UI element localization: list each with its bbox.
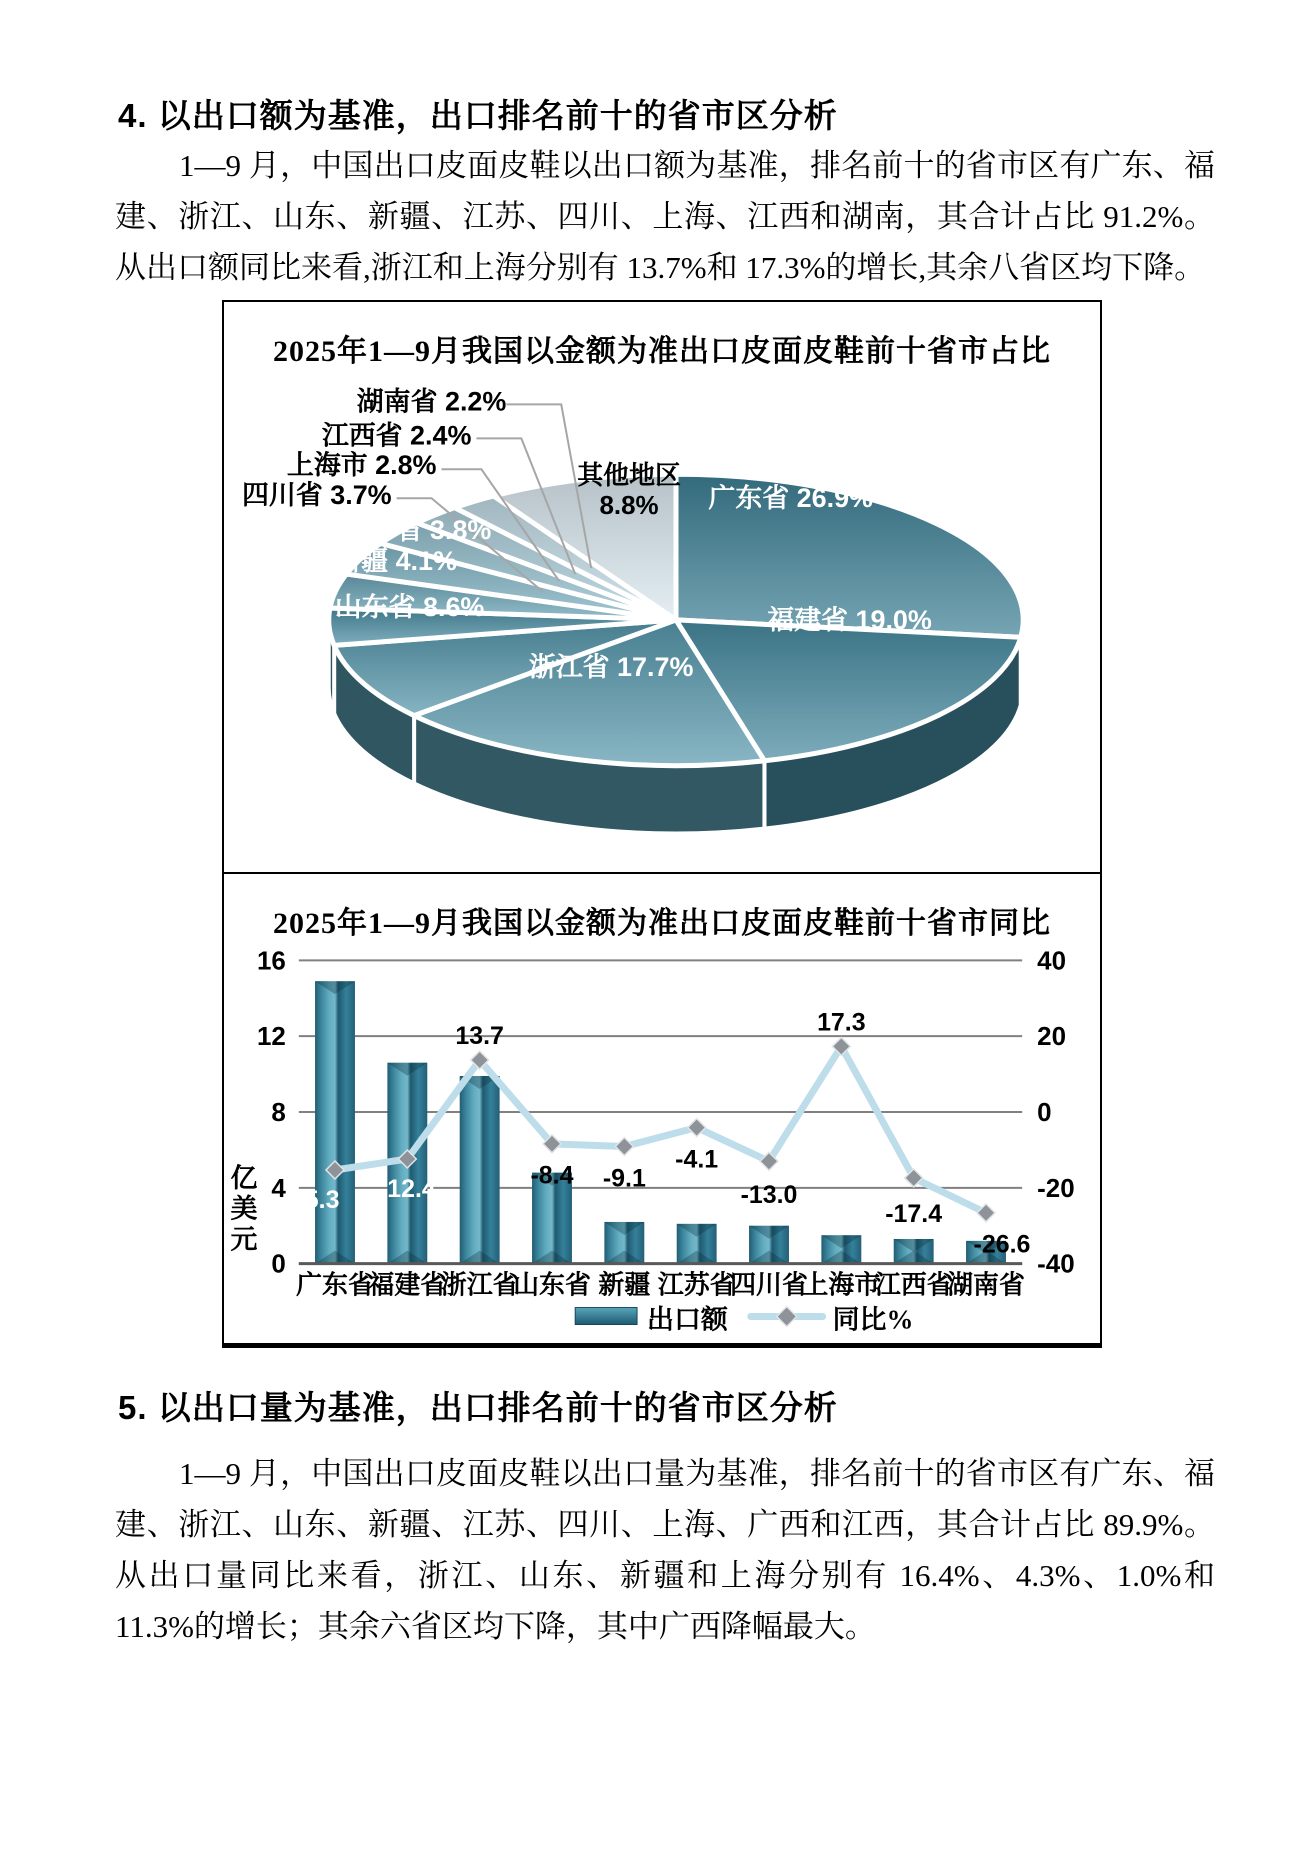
category-axis-labels <box>296 1270 1025 1300</box>
section5-heading: 5. 以出口量为基准，出口排名前十的省市区分析 <box>118 1389 838 1426</box>
legend-bar-swatch <box>575 1308 637 1325</box>
legend-line-label: 同比% <box>832 1304 914 1335</box>
svg-text:17.3: 17.3 <box>817 1008 866 1037</box>
pie-slice-label: 广东省 26.9% <box>708 483 874 514</box>
svg-text:12: 12 <box>256 1023 286 1052</box>
pie-slice-label: 浙江省 17.7% <box>528 651 694 682</box>
svg-text:-9.1: -9.1 <box>602 1164 646 1193</box>
left-axis-labels <box>257 947 286 1278</box>
svg-text:-8.4: -8.4 <box>530 1161 574 1190</box>
svg-text:-40: -40 <box>1037 1250 1075 1279</box>
pie-slice-label: 上海市 2.8% <box>286 450 437 481</box>
svg-text:-13.0: -13.0 <box>740 1181 798 1210</box>
pie-slice-label: 江苏省 3.8% <box>341 515 492 546</box>
svg-text:-15.3: -15.3 <box>282 1185 340 1214</box>
legend <box>575 1303 913 1334</box>
svg-text:40: 40 <box>1037 947 1067 976</box>
section5-paragraph: 1—9 月，中国出口皮面皮鞋以出口量为基准，排名前十的省市区有广东、福建、浙江、山东、新疆、江苏、四川、上海、广西和江西，其合计占比 89.9%。从出口量同比来看，浙江、山东、新疆和上海分别有 16.4%、4.3%、1.0%和 11.3%的增长；其余六省区均下降，其中广西降幅最大。 <box>115 1456 1215 1644</box>
pie-chart-svg <box>224 302 1100 872</box>
pie-slice-label: 其他地区 <box>577 462 681 491</box>
pie-chart-title: 2025年1—9月我国以金额为准出口皮面皮鞋前十省市占比 <box>273 335 1051 368</box>
svg-text:四川省: 四川省 <box>730 1270 808 1300</box>
combo-section <box>224 874 1100 1341</box>
svg-text:0: 0 <box>1037 1098 1052 1127</box>
svg-text:江西省: 江西省 <box>874 1270 953 1300</box>
legend-diamond-marker <box>777 1307 797 1327</box>
svg-text:-20: -20 <box>1037 1174 1075 1203</box>
svg-text:新疆: 新疆 <box>598 1270 651 1300</box>
svg-text:广东省: 广东省 <box>296 1270 374 1300</box>
svg-text:-17.4: -17.4 <box>885 1199 943 1228</box>
diamond-marker <box>615 1138 633 1156</box>
svg-text:16: 16 <box>256 947 286 976</box>
svg-text:湖南省: 湖南省 <box>947 1270 1025 1300</box>
pie-slice-value: 8.8% <box>599 492 659 521</box>
pie-slice-label: 四川省 3.7% <box>242 480 392 511</box>
svg-text:美: 美 <box>230 1193 258 1224</box>
right-axis-labels <box>1037 947 1075 1278</box>
bar <box>460 1076 500 1264</box>
svg-text:上海市: 上海市 <box>802 1270 881 1300</box>
left-axis-title <box>230 1163 257 1255</box>
svg-text:浙江省: 浙江省 <box>440 1270 519 1300</box>
pie-chart <box>224 302 1100 872</box>
combo-chart-svg <box>224 874 1100 1341</box>
pie-slice-label: 湖南省 2.2% <box>356 386 507 417</box>
svg-text:-4.1: -4.1 <box>675 1145 719 1174</box>
legend-bar-label: 出口额 <box>647 1304 728 1335</box>
svg-text:4: 4 <box>271 1174 286 1203</box>
svg-text:山东省: 山东省 <box>513 1270 591 1300</box>
svg-text:13.7: 13.7 <box>455 1022 504 1051</box>
section4-paragraph: 1—9 月，中国出口皮面皮鞋以出口额为基准，排名前十的省市区有广东、福建、浙江、山东、新疆、江苏、四川、上海、江西和湖南，其合计占比 91.2%。从出口额同比来看,浙江和上海分别有 13.7%和 17.3%的增长,其余八省区均下降。 <box>115 148 1215 285</box>
svg-text:江苏省: 江苏省 <box>657 1270 736 1300</box>
svg-text:20: 20 <box>1037 1023 1067 1052</box>
svg-text:-26.6: -26.6 <box>973 1230 1031 1259</box>
pie-slice-label: 江西省 2.4% <box>321 420 472 451</box>
combo-chart-title: 2025年1—9月我国以金额为准出口皮面皮鞋前十省市同比 <box>273 907 1051 940</box>
charts-container <box>222 300 1102 1348</box>
pie-slice-label: 福建省 19.0% <box>767 604 932 635</box>
section4-heading: 4. 以出口额为基准，出口排名前十的省市区分析 <box>118 97 838 134</box>
pie-slice-label: 山东省 8.6% <box>334 591 485 622</box>
pie-slice-label: 新疆 4.1% <box>334 546 457 577</box>
combo-chart <box>224 874 1100 1341</box>
bar <box>315 981 355 1263</box>
svg-text:0: 0 <box>271 1250 286 1279</box>
svg-text:元: 元 <box>230 1224 258 1255</box>
svg-text:亿: 亿 <box>230 1162 258 1193</box>
svg-text:-12.4: -12.4 <box>378 1174 436 1203</box>
svg-text:福建省: 福建省 <box>368 1270 447 1300</box>
pie-section <box>224 302 1100 874</box>
svg-text:8: 8 <box>271 1098 286 1127</box>
